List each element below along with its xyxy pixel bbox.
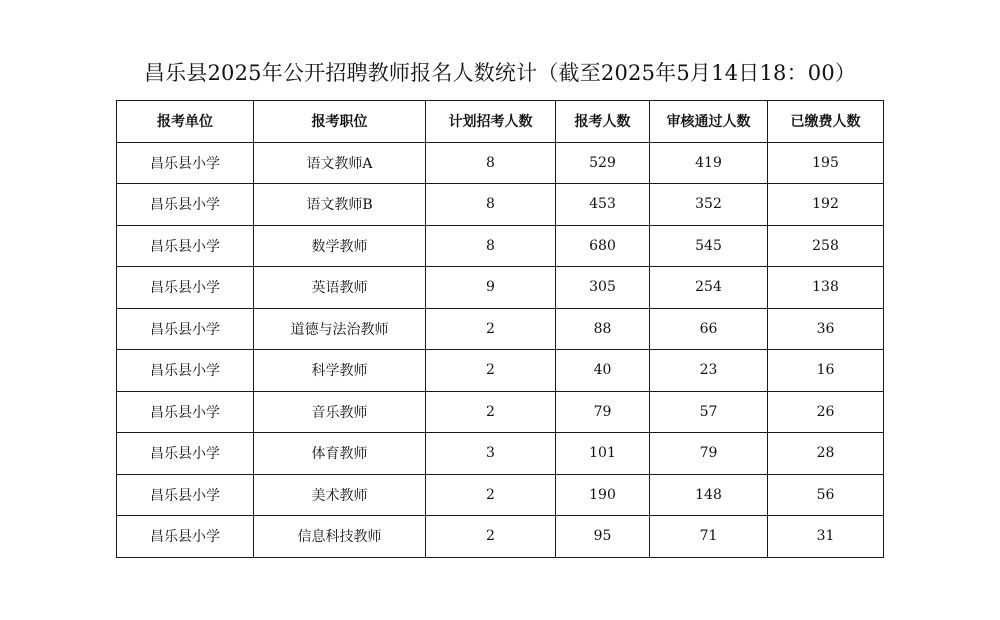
cell-planned-count: 3 bbox=[426, 433, 556, 475]
cell-planned-count: 9 bbox=[426, 267, 556, 309]
cell-paid: 56 bbox=[768, 474, 884, 516]
cell-approved: 71 bbox=[650, 516, 768, 558]
header-paid: 已缴费人数 bbox=[768, 101, 884, 143]
cell-approved: 148 bbox=[650, 474, 768, 516]
page-title: 昌乐县2025年公开招聘教师报名人数统计（截至2025年5月14日18：00） bbox=[143, 61, 857, 85]
cell-approved: 352 bbox=[650, 184, 768, 226]
header-approved: 审核通过人数 bbox=[650, 101, 768, 143]
cell-unit: 昌乐县小学 bbox=[117, 308, 254, 350]
cell-position: 美术教师 bbox=[254, 474, 426, 516]
cell-unit: 昌乐县小学 bbox=[117, 474, 254, 516]
cell-planned-count: 8 bbox=[426, 225, 556, 267]
table-row bbox=[117, 391, 884, 433]
cell-position: 道德与法治教师 bbox=[254, 308, 426, 350]
cell-position: 体育教师 bbox=[254, 433, 426, 475]
statistics-table bbox=[116, 100, 884, 558]
cell-approved: 79 bbox=[650, 433, 768, 475]
cell-planned-count: 2 bbox=[426, 308, 556, 350]
cell-applicants: 190 bbox=[556, 474, 650, 516]
cell-planned-count: 8 bbox=[426, 184, 556, 226]
cell-approved: 57 bbox=[650, 391, 768, 433]
cell-approved: 254 bbox=[650, 267, 768, 309]
cell-unit: 昌乐县小学 bbox=[117, 184, 254, 226]
cell-unit: 昌乐县小学 bbox=[117, 391, 254, 433]
table-row bbox=[117, 142, 884, 184]
cell-position: 科学教师 bbox=[254, 350, 426, 392]
cell-planned-count: 8 bbox=[426, 142, 556, 184]
cell-applicants: 101 bbox=[556, 433, 650, 475]
cell-position: 英语教师 bbox=[254, 267, 426, 309]
header-planned-count: 计划招考人数 bbox=[426, 101, 556, 143]
cell-paid: 16 bbox=[768, 350, 884, 392]
cell-paid: 26 bbox=[768, 391, 884, 433]
table-row bbox=[117, 350, 884, 392]
header-applicants: 报考人数 bbox=[556, 101, 650, 143]
cell-position: 数学教师 bbox=[254, 225, 426, 267]
cell-paid: 28 bbox=[768, 433, 884, 475]
cell-approved: 419 bbox=[650, 142, 768, 184]
cell-paid: 195 bbox=[768, 142, 884, 184]
cell-paid: 36 bbox=[768, 308, 884, 350]
cell-position: 音乐教师 bbox=[254, 391, 426, 433]
cell-unit: 昌乐县小学 bbox=[117, 433, 254, 475]
cell-applicants: 680 bbox=[556, 225, 650, 267]
cell-position: 信息科技教师 bbox=[254, 516, 426, 558]
cell-position: 语文教师A bbox=[254, 142, 426, 184]
cell-planned-count: 2 bbox=[426, 474, 556, 516]
cell-planned-count: 2 bbox=[426, 391, 556, 433]
cell-paid: 192 bbox=[768, 184, 884, 226]
cell-approved: 66 bbox=[650, 308, 768, 350]
cell-planned-count: 2 bbox=[426, 516, 556, 558]
cell-approved: 545 bbox=[650, 225, 768, 267]
table-row bbox=[117, 267, 884, 309]
cell-paid: 258 bbox=[768, 225, 884, 267]
table-row bbox=[117, 516, 884, 558]
cell-paid: 138 bbox=[768, 267, 884, 309]
table-row bbox=[117, 225, 884, 267]
cell-unit: 昌乐县小学 bbox=[117, 267, 254, 309]
table-body bbox=[117, 142, 884, 557]
header-unit: 报考单位 bbox=[117, 101, 254, 143]
table-row bbox=[117, 308, 884, 350]
cell-position: 语文教师B bbox=[254, 184, 426, 226]
cell-applicants: 453 bbox=[556, 184, 650, 226]
cell-applicants: 79 bbox=[556, 391, 650, 433]
cell-planned-count: 2 bbox=[426, 350, 556, 392]
cell-applicants: 40 bbox=[556, 350, 650, 392]
cell-applicants: 88 bbox=[556, 308, 650, 350]
cell-unit: 昌乐县小学 bbox=[117, 225, 254, 267]
cell-applicants: 529 bbox=[556, 142, 650, 184]
cell-applicants: 95 bbox=[556, 516, 650, 558]
cell-applicants: 305 bbox=[556, 267, 650, 309]
cell-unit: 昌乐县小学 bbox=[117, 350, 254, 392]
cell-paid: 31 bbox=[768, 516, 884, 558]
table-row bbox=[117, 433, 884, 475]
table-row bbox=[117, 474, 884, 516]
header-position: 报考职位 bbox=[254, 101, 426, 143]
cell-unit: 昌乐县小学 bbox=[117, 142, 254, 184]
table-row bbox=[117, 184, 884, 226]
cell-approved: 23 bbox=[650, 350, 768, 392]
cell-unit: 昌乐县小学 bbox=[117, 516, 254, 558]
table-header-row bbox=[117, 101, 884, 143]
